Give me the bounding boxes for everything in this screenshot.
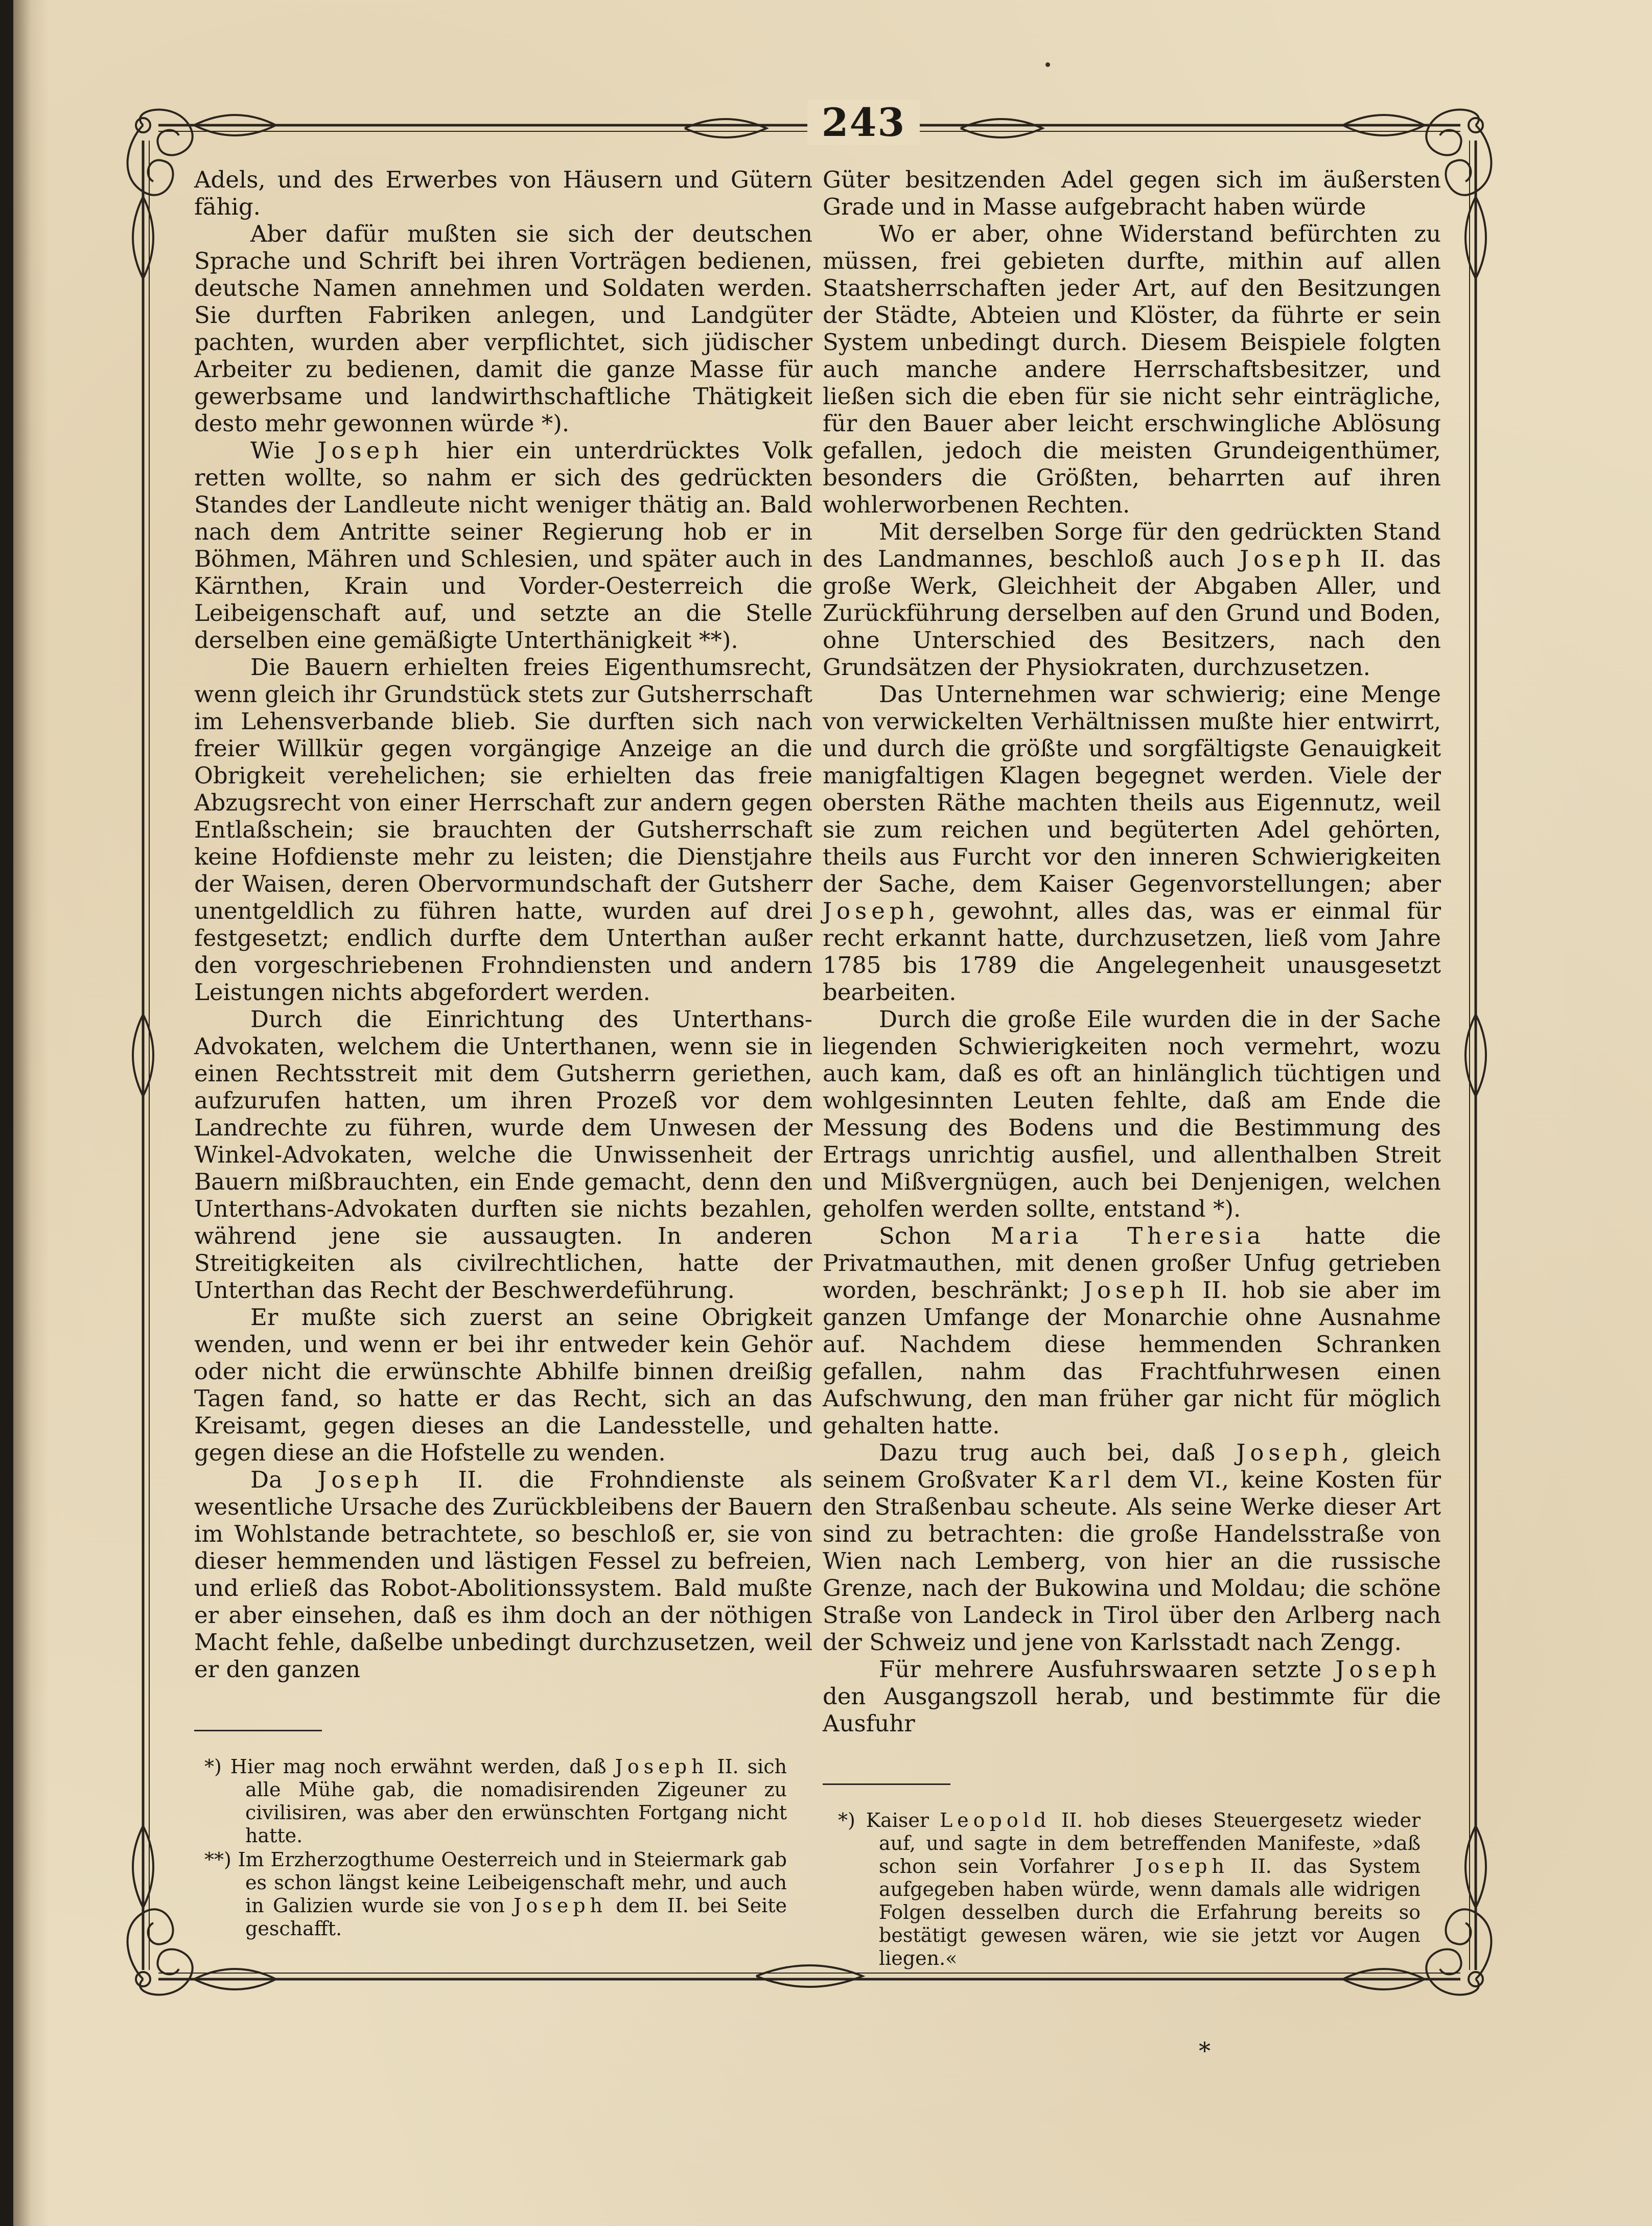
spaced-name: Joseph	[317, 437, 424, 464]
text-run: dem II. bei Seite geschafft.	[245, 1894, 787, 1940]
text-run: Wo er aber, ohne Widerstand befürchten zu müssen, frei gebieten durfte, mithin auf allen Staatsherrschaften jeder Art, auf den Besitzungen der Städte, Abteien und Klöster, da führte er sein System unbedingt durch. Diesem Beispiele folgten auch manche andere Herrschaftsbesitzer, und ließen sich die eben für sie nicht sehr einträgliche, für den Bauer aber leicht erschwingliche Ablösung gefallen, jedoch die meisten Grundeigenthümer, besonders die Größten, beharrten auf ihren wohlerworbenen Rechten.	[823, 220, 1441, 518]
text-run: Durch die große Eile wurden die in der Sache liegenden Schwierigkeiten noch vermehrt, wozu auch kam, daß es oft an hinlänglich tüchtigen und wohlgesinnten Leuten fehlte, daß am Ende die Messung des Bodens und die Bestimmung des Ertrags unrichtig ausfiel, und allenthalben Streit und Mißvergnügen, auch bei Denjenigen, welchen geholfen werden sollte, entstand *).	[823, 1006, 1441, 1222]
text-run: hatte die Privatmauthen, mit denen großer Unfug getrieben worden, beschränkt;	[823, 1222, 1441, 1304]
text-run: Adels, und des Erwerbes von Häusern und Gütern fähig.	[194, 166, 812, 220]
text-run: hier ein unterdrücktes Volk retten wollte, so nahm er sich des gedrückten Standes der Landleute nicht weniger thätig an. Bald nach dem Antritte seiner Regierung hob er in Böhmen, Mähren und Schlesien, und später auch in Kärnthen, Krain und Vorder-Oesterreich die Leibeigenschaft auf, und setzte an die Stelle derselben eine gemäßigte Unterthänigkeit **).	[194, 437, 812, 654]
page-gutter-shadow	[13, 0, 49, 2226]
paragraph	[194, 1006, 812, 1304]
right-footnote-rule	[823, 1783, 950, 1785]
spaced-name: Maria Theresia	[990, 1222, 1266, 1249]
footnote	[838, 1809, 1421, 1970]
text-run: Für mehrere Ausfuhrswaaren setzte	[879, 1656, 1336, 1683]
paragraph	[823, 681, 1441, 1006]
spaced-name: Joseph	[514, 1894, 607, 1917]
paragraph	[194, 654, 812, 1006]
text-run: II. hob sie aber im ganzen Umfange der Monarchie ohne Ausnahme auf. Nachdem diese hemmenden Schranken gefallen, nahm das Frachtfuhrwesen einen Aufschwung, den man früher gar nicht für möglich gehalten hatte.	[823, 1277, 1441, 1439]
text-run: den Ausgangszoll herab, und bestimmte für die Ausfuhr	[823, 1683, 1441, 1737]
paragraph	[194, 1466, 812, 1683]
spaced-name: Karl	[1048, 1466, 1115, 1493]
spaced-name: Joseph	[317, 1466, 423, 1493]
text-run: Hier mag noch erwähnt werden, daß	[230, 1755, 615, 1778]
text-run: Die Bauern erhielten freies Eigenthumsrecht, wenn gleich ihr Grundstück stets zur Gutsherrschaft im Lehensverbande blieb. Sie durften sich nach freier Willkür gegen vorgängige Anzeige an die Obrigkeit verehelichen; sie erhielten das freie Abzugsrecht von einer Herrschaft zur andern gegen Entlaßschein; sie brauchten der Gutsherrschaft keine Hofdienste mehr zu leisten; die Dienstjahre der Waisen, deren Obervormundschaft der Gutsherr unentgeldlich zu führen hatte, wurden auf drei festgesetzt; endlich durfte dem Unterthan außer den vorgeschriebenen Frohndiensten und andern Leistungen nichts abgefordert werden.	[194, 654, 812, 1006]
paragraph	[194, 437, 812, 654]
ornamental-frame	[123, 100, 1496, 2006]
left-footnotes	[204, 1755, 787, 1941]
text-run: Schon	[879, 1222, 991, 1249]
text-run: Da	[250, 1466, 318, 1493]
spaced-name: Leopold	[939, 1809, 1051, 1831]
paragraph	[823, 1006, 1441, 1222]
right-footnotes	[838, 1809, 1421, 1971]
text-run: Aber dafür mußten sie sich der deutschen Sprache und Schrift bei ihren Vorträgen bedienen, deutsche Namen annehmen und Soldaten werden. Sie durften Fabriken anlegen, und Landgüter pachten, wurden aber verpflichtet, sich jüdischer Arbeiter zu bedienen, damit die ganze Masse für gewerbsame und landwirthschaftliche Thätigkeit desto mehr gewonnen würde *).	[194, 220, 812, 437]
paragraph	[823, 1222, 1441, 1439]
text-run: *)	[204, 1755, 222, 1778]
text-run: Das Unternehmen war schwierig; eine Menge von verwickelten Verhältnissen mußte hier entwirrt, und durch die größte und sorgfältigste Genauigkeit manigfaltigen Klagen begegnet werden. Viele der obersten Räthe machten theils aus Eigennutz, weil sie zum reichen und begüterten Adel gehörten, theils aus Furcht vor den inneren Schwierigkeiten der Sache, dem Kaiser Gegenvorstellungen; aber	[823, 681, 1441, 897]
text-run: II. das System aufgegeben haben würde, wenn damals alle widrigen Folgen desselben durch die Erfahrung bereits so bestätigt gewesen wären, wie sie jetzt vor Augen liegen.«	[879, 1855, 1421, 1969]
spaced-name: Joseph	[1236, 1439, 1342, 1466]
text-run: Er mußte sich zuerst an seine Obrigkeit wenden, und wenn er bei ihr entweder kein Gehör oder nicht die erwünschte Abhilfe binnen dreißig Tagen fand, so hatte er das Recht, sich an das Kreisamt, gegen dieses an die Landesstelle, und gegen diese an die Hofstelle zu wenden.	[194, 1304, 812, 1466]
paragraph	[194, 166, 812, 220]
text-run: II. sich alle Mühe gab, die nomadisirenden Zigeuner zu civilisiren, was aber den erwünschten Fortgang nicht hatte.	[245, 1755, 787, 1847]
paragraph	[823, 220, 1441, 518]
text-run: Dazu trug auch bei, daß	[879, 1439, 1237, 1466]
text-run: Durch die Einrichtung des Unterthans-Advokaten, welchem die Unterthanen, wenn sie in einen Rechtsstreit mit dem Gutsherrn geriethen, aufzurufen hatten, um ihren Prozeß vor dem Landrechte zu führen, wurde dem Unwesen der Winkel-Advokaten, welche die Unwissenheit der Bauern mißbrauchten, ein Ende gemacht, denn den Unterthans-Advokaten durften sie nichts bezahlen, während jene sie aussaugten. In anderen Streitigkeiten als civilrechtlichen, hatte der Unterthan das Recht der Beschwerdeführung.	[194, 1006, 812, 1304]
text-run: Güter besitzenden Adel gegen sich im äußersten Grade und in Masse aufgebracht haben würde	[823, 166, 1441, 220]
text-run: dem VI., keine Kosten für den Straßenbau scheute. Als seine Werke dieser Art sind zu betrachten: die große Handelsstraße von Wien nach Lemberg, von hier an die russische Grenze, nach der Bukowina und Moldau; die schöne Straße von Landeck in Tirol über den Arlberg nach der Schweiz und jene von Karlsstadt nach Zengg.	[823, 1466, 1441, 1656]
paragraph	[823, 1656, 1441, 1737]
page-number: 243	[807, 100, 920, 145]
paragraph	[823, 1439, 1441, 1656]
spaced-name: Joseph	[1335, 1656, 1441, 1683]
text-run: II. das große Werk, Gleichheit der Abgaben Aller, und Zurückführung derselben auf den Grund und Boden, ohne Unterschied des Besitzers, nach den Grundsätzen der Physiokraten, durchzusetzen.	[823, 545, 1441, 681]
paragraph	[194, 220, 812, 437]
footnote	[204, 1848, 787, 1940]
text-run: II. die Frohndienste als wesentliche Ursache des Zurückbleibens der Bauern im Wohlstande betrachtete, so beschloß er, sie von dieser hemmenden und lästigen Fessel zu befreien, und erließ das Robot-Abolitionssystem. Bald mußte er aber einsehen, daß es ihm doch an der nöthigen Macht fehle, daßelbe unbedingt durchzusetzen, weil er den ganzen	[194, 1466, 812, 1683]
text-run: Mit derselben Sorge für den gedrückten Stand des Landmannes, beschloß auch	[823, 518, 1441, 572]
spaced-name: Joseph	[615, 1755, 709, 1778]
paragraph	[823, 166, 1441, 220]
text-run: Wie	[250, 437, 318, 464]
text-run: Kaiser	[866, 1809, 940, 1831]
text-run: , gewohnt, alles das, was er einmal für recht erkannt hatte, durchzusetzen, ließ vom Jahre 1785 bis 1789 die Angelegenheit unausgesetzt bearbeiten.	[823, 897, 1441, 1006]
spaced-name: Joseph	[1083, 1277, 1189, 1304]
spaced-name: Joseph	[1135, 1855, 1229, 1877]
spaced-name: Joseph	[1240, 545, 1345, 572]
footnote	[204, 1755, 787, 1847]
text-run: , gleich seinem Großvater	[823, 1439, 1441, 1493]
paragraph	[823, 518, 1441, 681]
left-footnote-rule	[194, 1730, 322, 1731]
signature-mark: *	[1199, 2037, 1211, 2065]
paragraph	[194, 1304, 812, 1466]
right-text-column	[823, 166, 1441, 1737]
text-run: II. hob dieses Steuergesetz wieder auf, und sagte in dem betreffenden Manifeste, »daß schon sein Vorfahrer	[879, 1809, 1421, 1877]
text-run: *)	[838, 1809, 855, 1831]
text-run: **)	[204, 1848, 231, 1871]
left-text-column	[194, 166, 812, 1683]
ink-speck	[1045, 62, 1050, 67]
text-run: Im Erzherzogthume Oesterreich und in Steiermark gab es schon längst keine Leibeigenschaft mehr, und auch in Galizien wurde sie von	[238, 1848, 787, 1917]
spaced-name: Joseph	[823, 897, 928, 924]
